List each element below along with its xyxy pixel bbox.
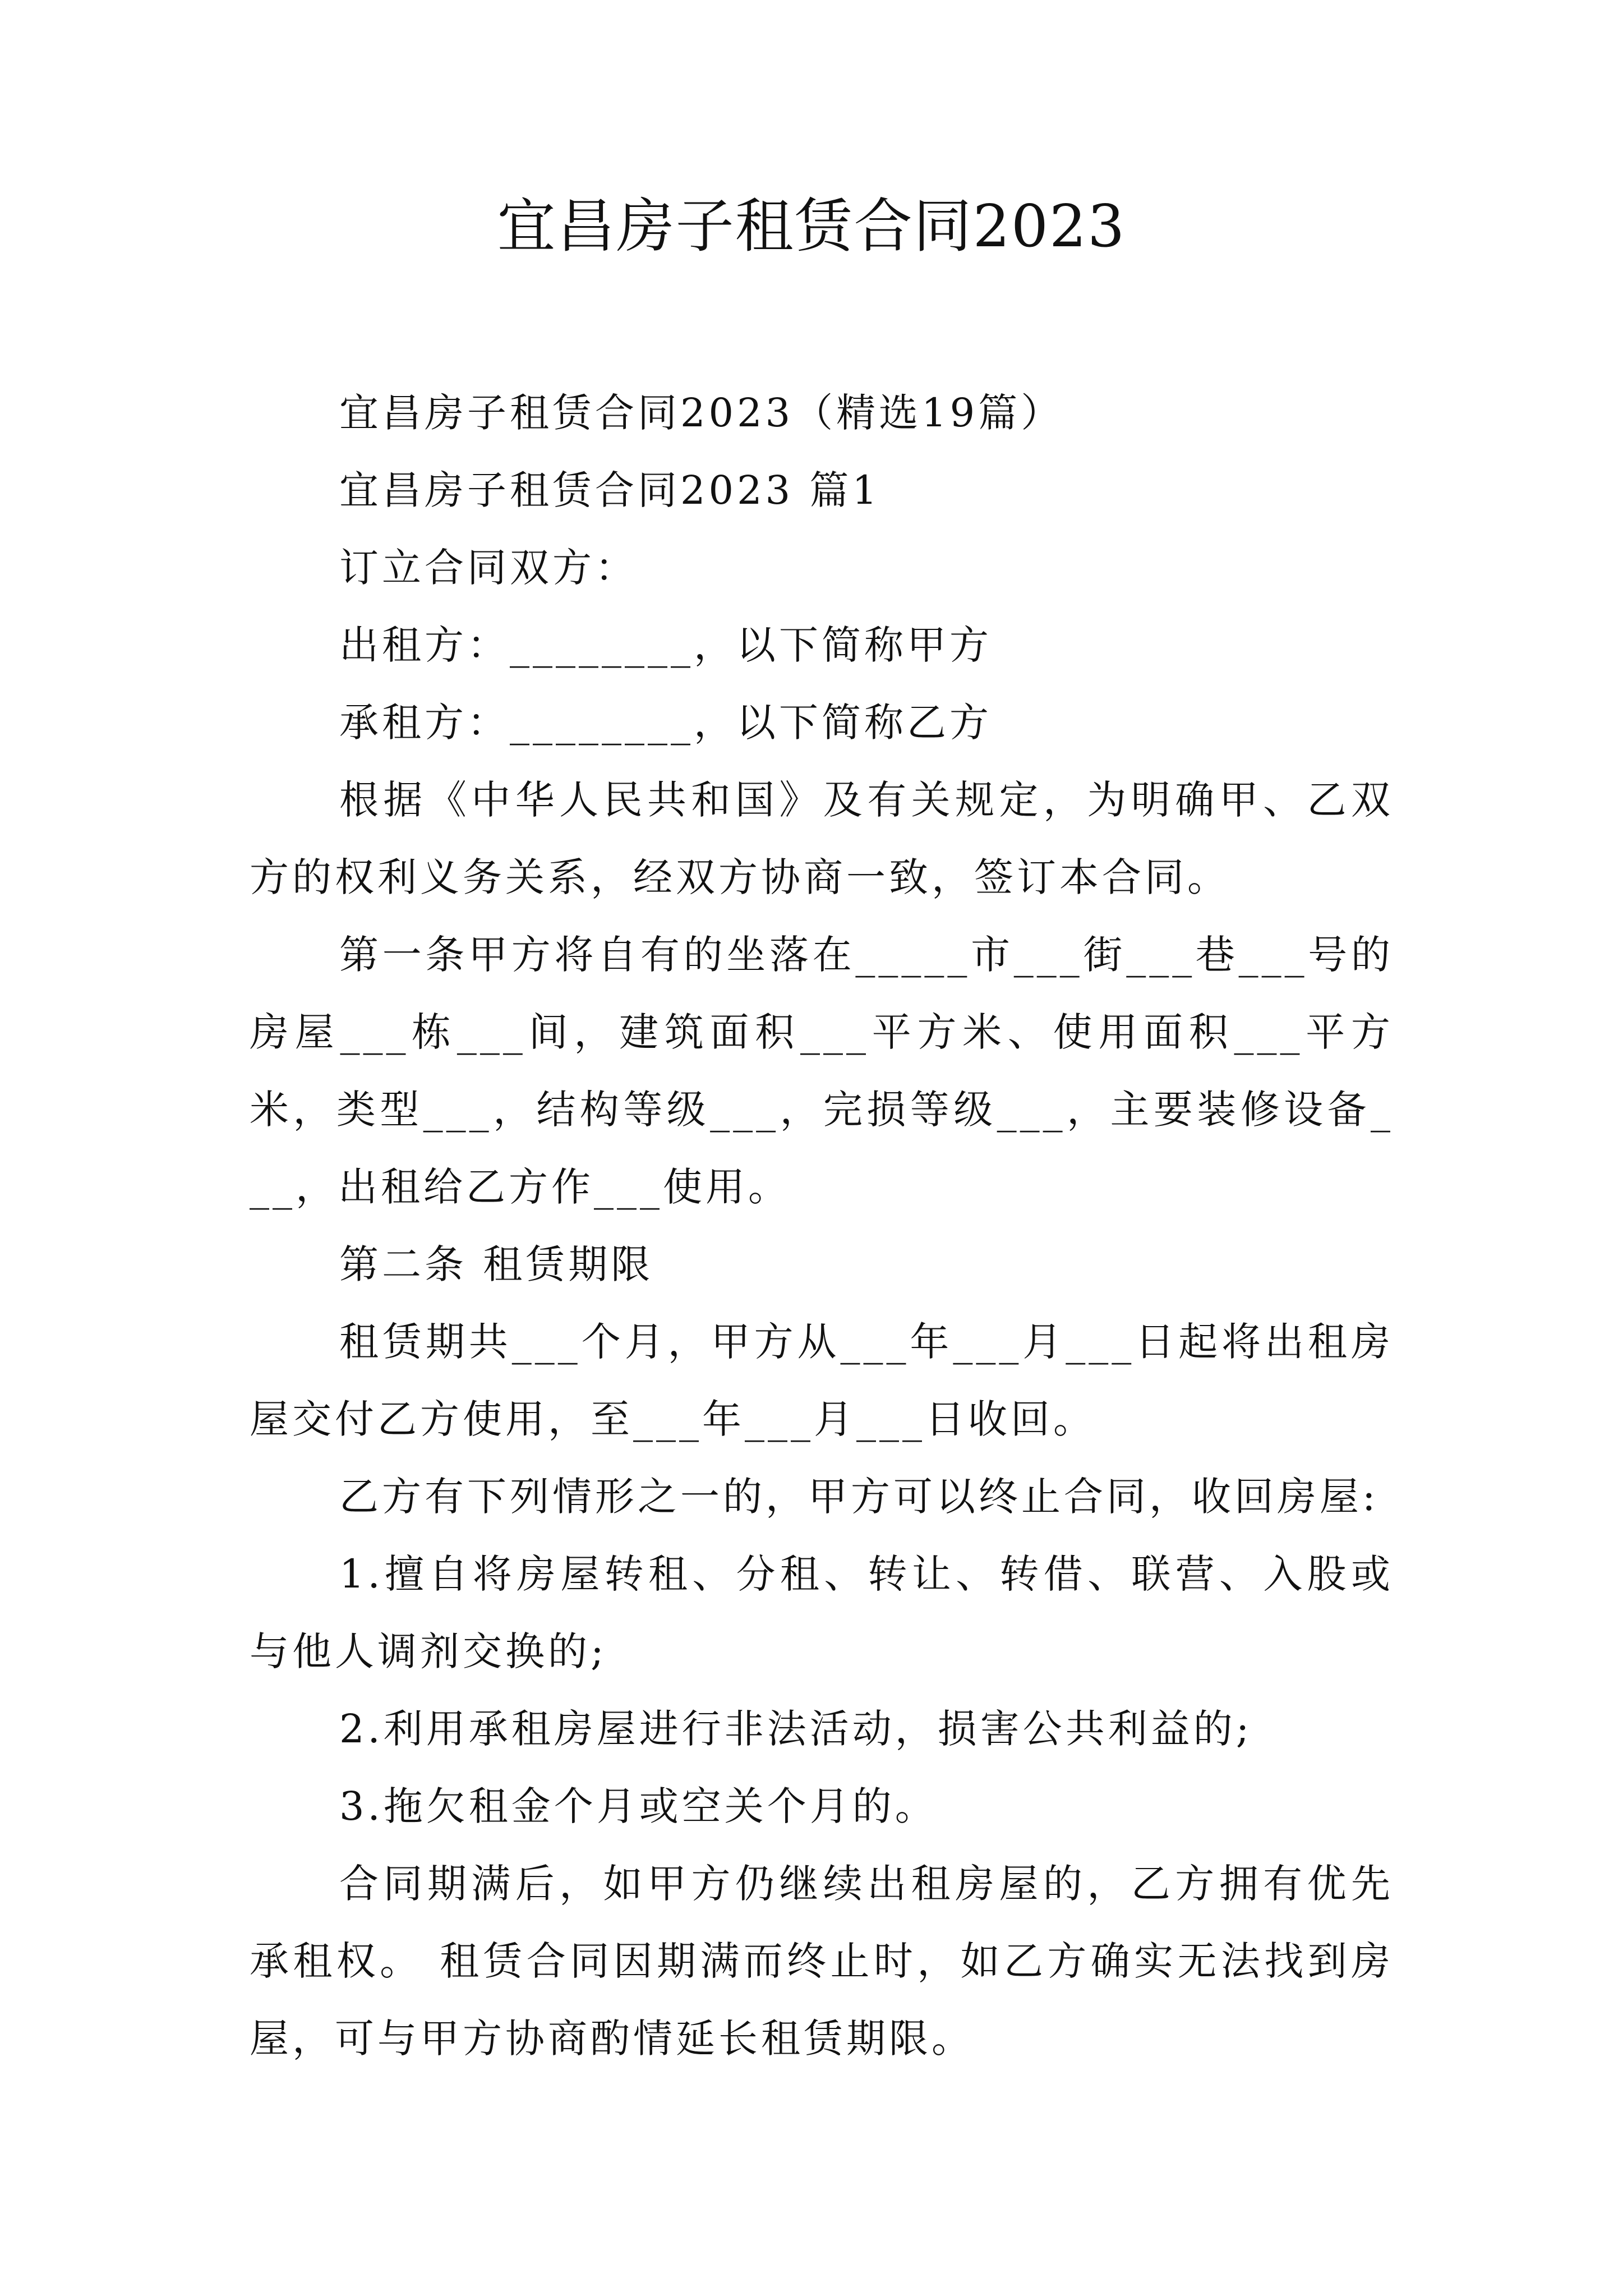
paragraph-condition-1: 1.擅自将房屋转租、分租、转让、转借、联营、入股或与他人调剂交换的; bbox=[250, 1551, 1394, 1674]
document-body bbox=[250, 374, 1394, 2077]
paragraph-renewal: 合同期满后，如甲方仍继续出租房屋的，乙方拥有优先承租权。 租赁合同因期满而终止时，如乙方确实无法找到房屋，可与甲方协商酌情延长租赁期限。 bbox=[250, 1861, 1394, 2062]
paragraph-section-heading: 宜昌房子租赁合同2023 篇1 bbox=[339, 467, 880, 513]
paragraph-article-1: 第一条甲方将自有的坐落在_____市___街___巷___号的房屋___栋___间，建筑面积___平方米、使用面积___平方米，类型___，结构等级___，完损等级___，主要装修设备___，出租给乙方作___使用。 bbox=[250, 932, 1394, 1210]
paragraph-lessee: 承租方：________，以下简称乙方 bbox=[339, 700, 992, 746]
paragraph-preamble: 根据《中华人民共和国》及有关规定，为明确甲、乙双方的权利义务关系，经双方协商一致，签订本合同。 bbox=[250, 777, 1394, 900]
paragraph-lease-term: 租赁期共___个月，甲方从___年___月___日起将出租房屋交付乙方使用，至___年___月___日收回。 bbox=[250, 1319, 1394, 1442]
paragraph-condition-2: 2.利用承租房屋进行非法活动，损害公共利益的; bbox=[339, 1706, 1253, 1752]
paragraph-condition-3: 3.拖欠租金个月或空关个月的。 bbox=[339, 1783, 938, 1829]
paragraph-termination-conditions: 乙方有下列情形之一的，甲方可以终止合同，收回房屋: bbox=[339, 1474, 1379, 1520]
document-title: 宜昌房子租赁合同2023 bbox=[497, 192, 1126, 260]
paragraph-article-2-heading: 第二条 租赁期限 bbox=[339, 1241, 654, 1287]
paragraph-collection-title: 宜昌房子租赁合同2023（精选19篇） bbox=[339, 390, 1064, 436]
paragraph-parties-heading: 订立合同双方： bbox=[339, 545, 638, 591]
paragraph-lessor: 出租方：________，以下简称甲方 bbox=[339, 622, 992, 668]
